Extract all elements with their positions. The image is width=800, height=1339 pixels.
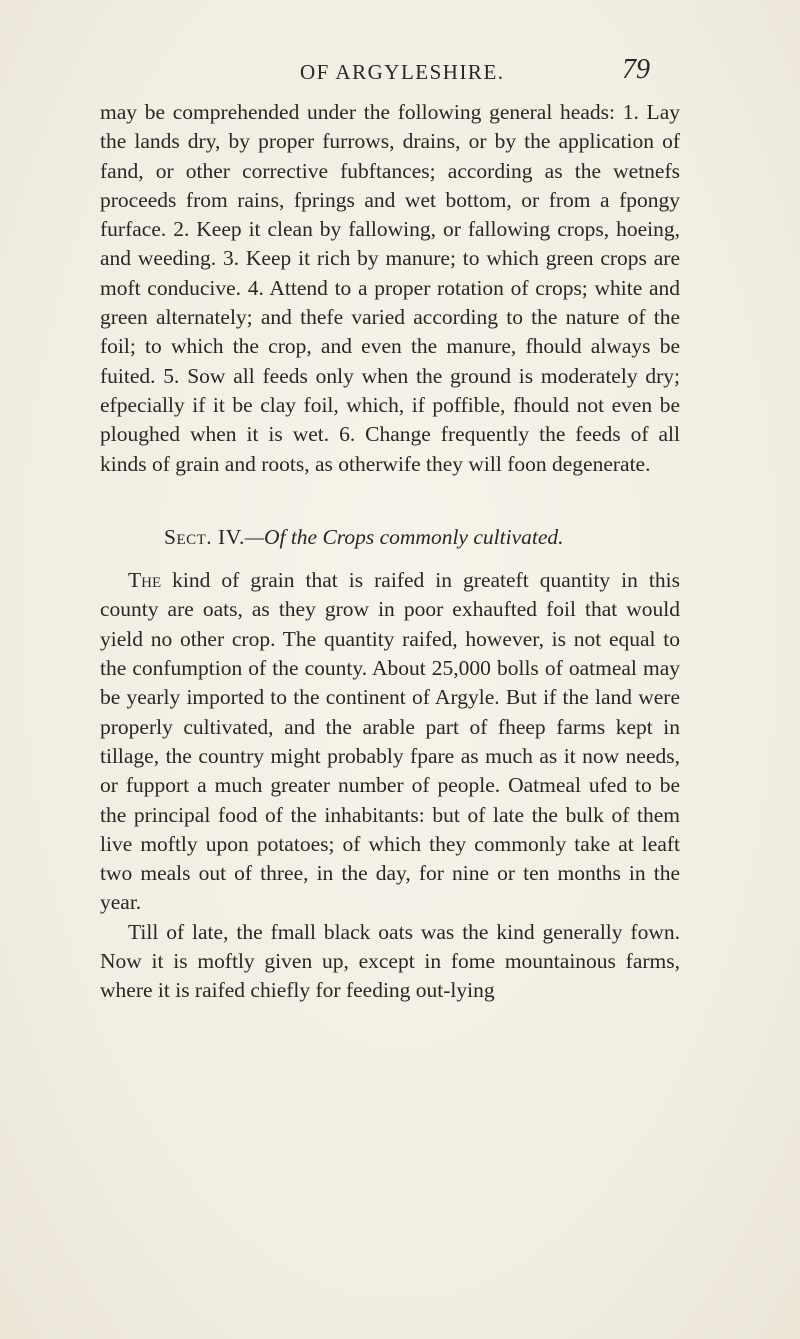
paragraph-black-oats: Till of late, the fmall black oats was the kind generally fown. Now it is moftly given up, except in fome mountainous farms, where it is raifed chiefly for feeding out-lying (100, 919, 680, 1003)
running-head (100, 54, 680, 94)
paragraph-general-heads: may be comprehended under the following general heads: 1. Lay the lands dry, by proper furrows, drains, or by the application of fand, or other corrective fubftances; according as the wetnefs proceeds from rains, fprings and wet bottom, or from a fpongy furface. 2. Keep it clean by fallowing, or fallowing crops, hoeing, and weeding. 3. Keep it rich by manure; to which green crops are moft conducive. 4. Attend to a proper rotation of crops; white and green alternately; and thefe varied according to the nature of the foil; to which the crop, and even the manure, fhould always be fuited. 5. Sow all feeds only when the ground is moderately dry; efpecially if it be clay foil, which, if poffible, fhould not even be ploughed when it is wet. 6. Change frequently the feeds of all kinds of grain and roots, as otherwife they will foon degenerate. (100, 100, 680, 476)
body-text (100, 98, 680, 1006)
paragraph-crops (100, 566, 680, 918)
section-heading (100, 523, 680, 552)
section-label: Sect. IV. (164, 524, 245, 549)
paragraph-lead-word: The (128, 568, 162, 593)
running-title: OF ARGYLESHIRE. (300, 60, 505, 84)
page-number: 79 (622, 54, 650, 85)
paragraph-crops-text: kind of grain that is raifed in greateft quantity in this county are oats, as they grow in poor exhaufted foil that would yield no other crop. The quantity raifed, however, is not equal to the confumption of the county. About 25,000 bolls of oatmeal may be yearly imported to the continent of Argyle. But if the land were properly cultivated, and the arable part of fheep farms kept in tillage, the country might probably fpare as much as it now needs, or fupport a much greater number of people. Oatmeal ufed to be the principal food of the inhabitants: but of late the bulk of them live moftly upon potatoes; of which they commonly take at leaft two meals out of three, in the day, for nine or ten months in the year. (100, 568, 680, 915)
section-title: —Of the Crops commonly cultivated. (244, 524, 564, 549)
